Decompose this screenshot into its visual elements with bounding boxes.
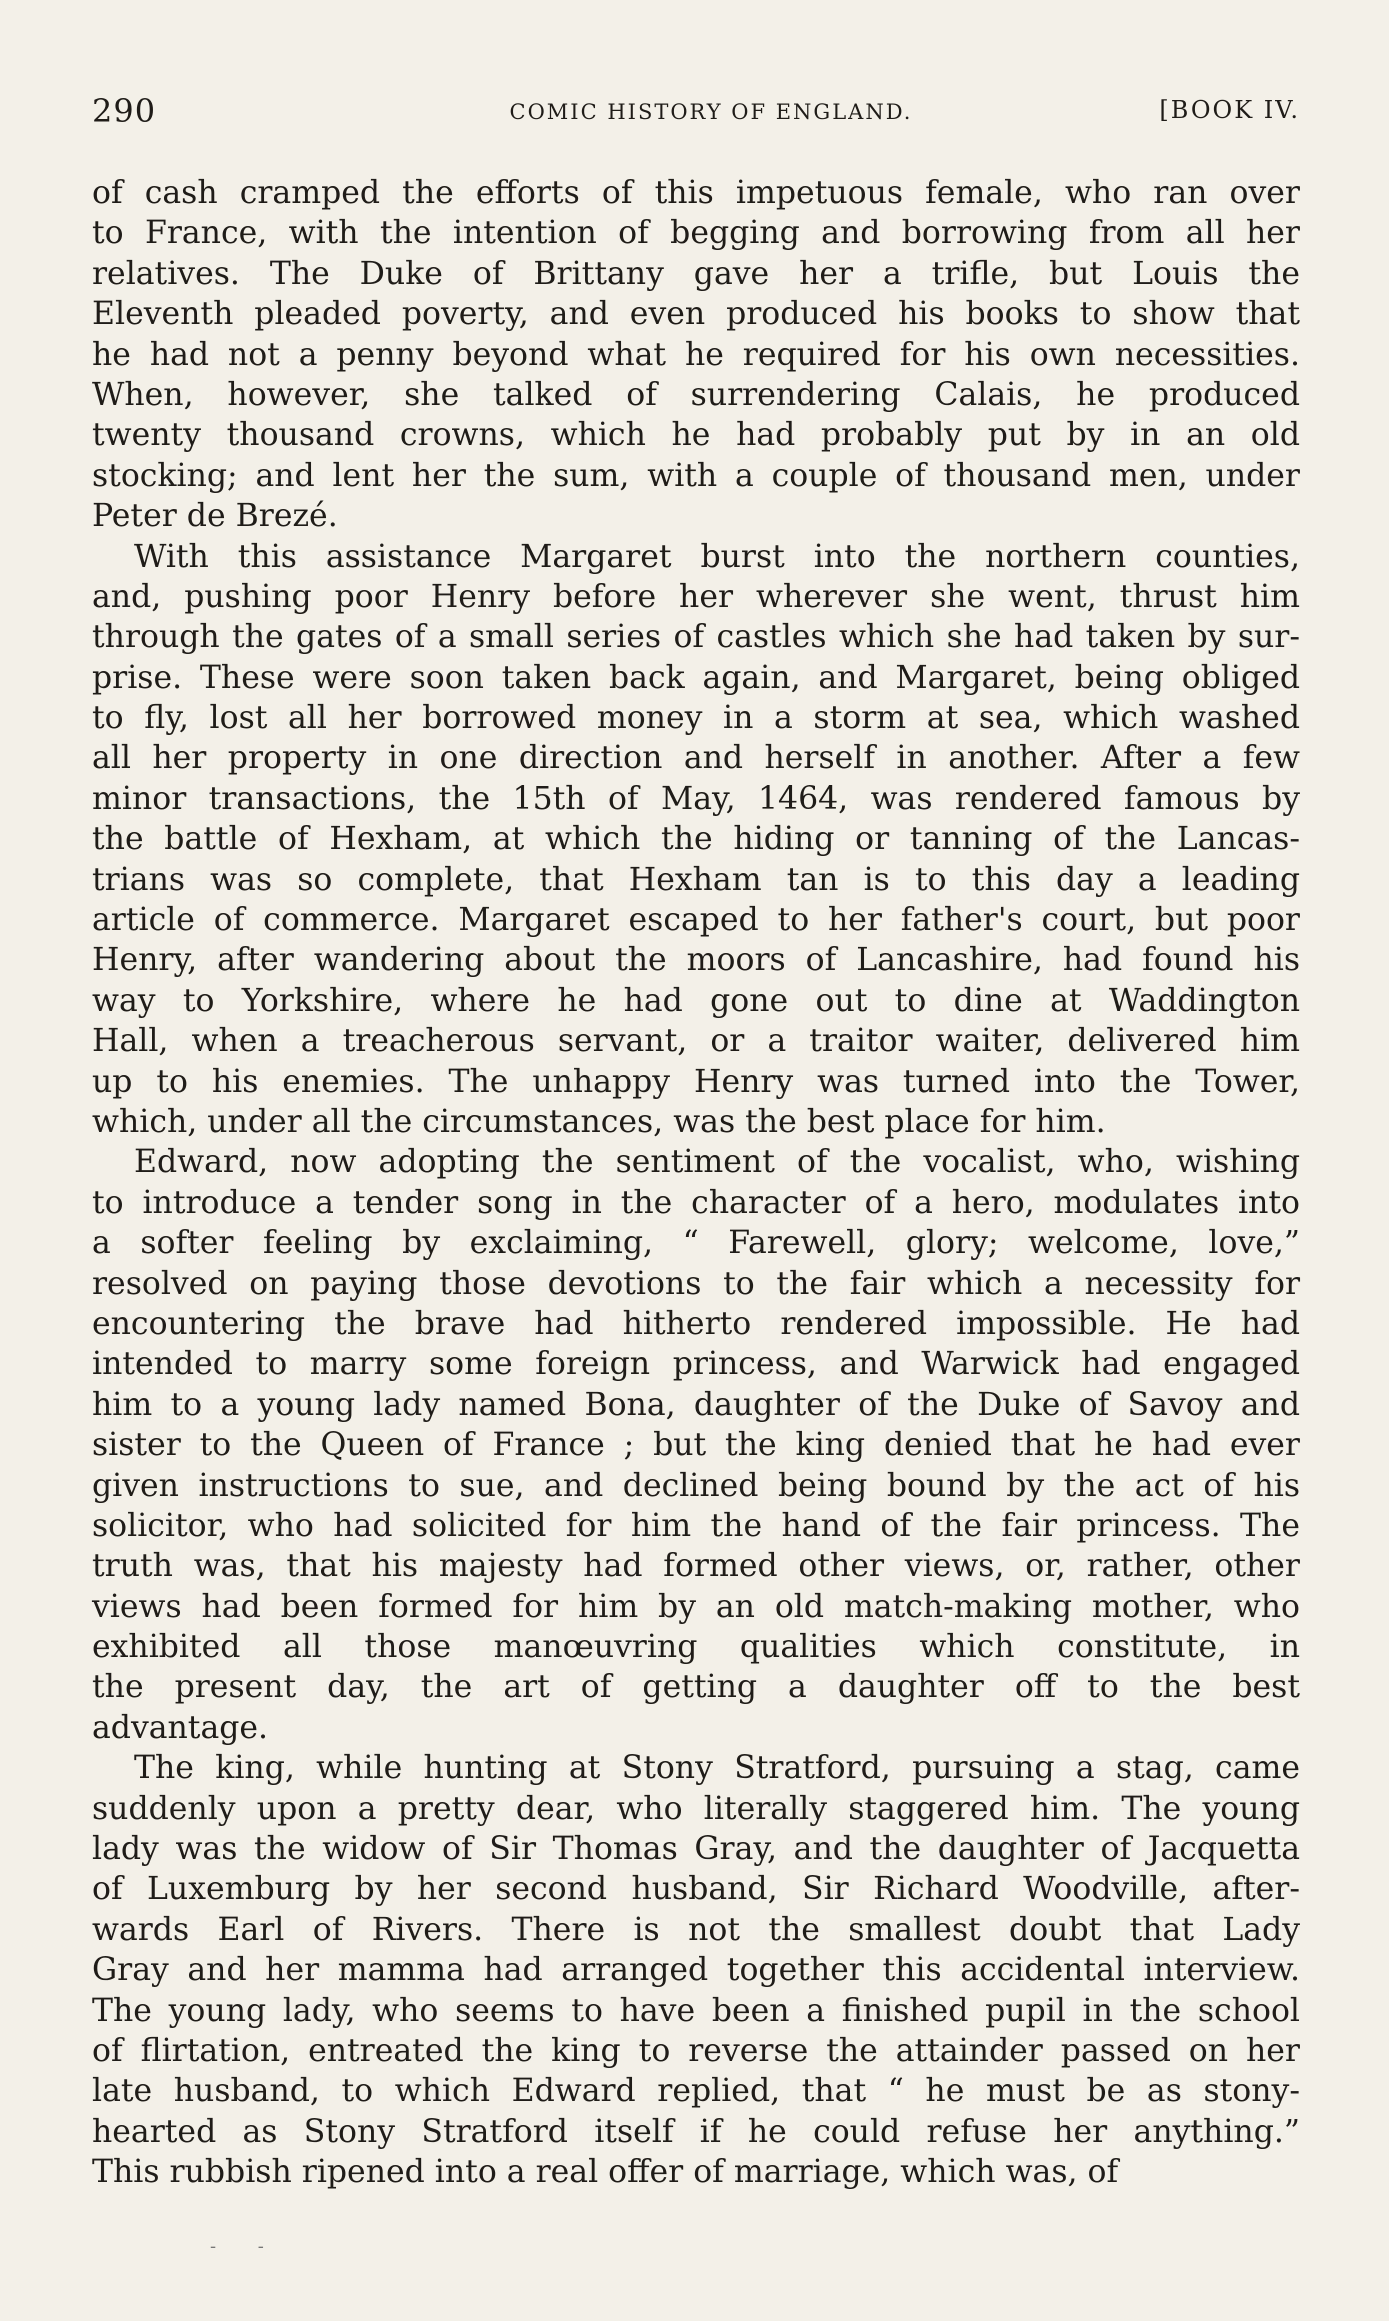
text-line: Henry, after wandering about the moors of Lancashire, had found his [92, 942, 1300, 979]
text-line: relatives. The Duke of Brittany gave her a trifle, but Louis the [92, 255, 1300, 292]
text-line: lady was the widow of Sir Thomas Gray, and the daughter of Jacquetta [92, 1831, 1300, 1868]
text-line: intended to marry some foreign princess, and Warwick had engaged [92, 1346, 1300, 1383]
text-line: solicitor, who had solicited for him the hand of the fair princess. The [92, 1507, 1300, 1544]
paragraph [92, 173, 1300, 537]
text-line: twenty thousand crowns, which he had probably put by in an old [92, 417, 1300, 454]
stray-marks: - - [210, 2236, 282, 2257]
text-line: up to his enemies. The unhappy Henry was turned into the Tower, [92, 1063, 1300, 1100]
text-line: late husband, to which Edward replied, that “ he must be as stony- [92, 2073, 1300, 2110]
text-line: the present day, the art of getting a daughter off to the best [92, 1669, 1300, 1706]
body-text [92, 173, 1300, 2193]
text-line: of flirtation, entreated the king to reverse the attainder passed on her [92, 2032, 1300, 2069]
text-line: Edward, now adopting the sentiment of the vocalist, who, wishing [134, 1144, 1300, 1181]
text-line: trians was so complete, that Hexham tan is to this day a leading [92, 861, 1300, 898]
text-line: the battle of Hexham, at which the hiding or tanning of the Lancas- [92, 821, 1300, 858]
paragraph [92, 1748, 1300, 2192]
text-line: all her property in one direction and herself in another. After a few [92, 740, 1300, 777]
book-section-marker: [BOOK IV. [1159, 96, 1300, 124]
text-line: Hall, when a treacherous servant, or a traitor waiter, delivered him [92, 1023, 1300, 1060]
text-line: him to a young lady named Bona, daughter of the Duke of Savoy and [92, 1386, 1300, 1423]
paragraph [92, 537, 1300, 1143]
text-line: When, however, she talked of surrendering Calais, he produced [92, 376, 1300, 413]
text-line: This rubbish ripened into a real offer of marriage, which was, of [92, 2154, 1119, 2191]
text-line: through the gates of a small series of castles which she had taken by sur- [92, 619, 1300, 656]
page-number: 290 [92, 92, 157, 130]
text-line: hearted as Stony Stratford itself if he could refuse her anything.” [92, 2113, 1300, 2150]
text-line: to France, with the intention of begging and borrowing from all her [92, 215, 1300, 252]
text-line: truth was, that his majesty had formed other views, or, rather, other [92, 1548, 1300, 1585]
text-line: wards Earl of Rivers. There is not the smallest doubt that Lady [92, 1911, 1300, 1948]
text-line: stocking; and lent her the sum, with a couple of thousand men, under [92, 457, 1300, 494]
text-line: given instructions to sue, and declined being bound by the act of his [92, 1467, 1300, 1504]
text-line: of cash cramped the efforts of this impetuous female, who ran over [92, 175, 1300, 211]
text-line: he had not a penny beyond what he required for his own necessities. [92, 336, 1300, 373]
text-line: views had been formed for him by an old match-making mother, who [92, 1588, 1300, 1625]
text-line: way to Yorkshire, where he had gone out to dine at Waddington [92, 982, 1300, 1019]
text-line: Eleventh pleaded poverty, and even produced his books to show that [92, 296, 1300, 333]
text-line: With this assistance Margaret burst into the northern counties, [134, 538, 1300, 575]
page-header [92, 92, 1300, 134]
text-line: The king, while hunting at Stony Stratford, pursuing a stag, came [134, 1750, 1300, 1787]
text-line: minor transactions, the 15th of May, 1464, was rendered famous by [92, 780, 1300, 817]
paragraph [92, 1142, 1300, 1748]
text-line: resolved on paying those devotions to the fair which a necessity for [92, 1265, 1300, 1302]
text-line: which, under all the circumstances, was the best place for him. [92, 1103, 1106, 1140]
text-line: suddenly upon a pretty dear, who literally staggered him. The young [92, 1790, 1300, 1827]
text-line: sister to the Queen of France ; but the king denied that he had ever [92, 1427, 1300, 1464]
text-line: to introduce a tender song in the character of a hero, modulates into [92, 1184, 1300, 1221]
text-line: advantage. [92, 1709, 269, 1746]
text-line: a softer feeling by exclaiming, “ Farewell, glory; welcome, love,” [92, 1225, 1300, 1262]
text-line: encountering the brave had hitherto rendered impossible. He had [92, 1305, 1300, 1342]
text-line: prise. These were soon taken back again, and Margaret, being obliged [92, 659, 1300, 696]
text-line: The young lady, who seems to have been a finished pupil in the school [92, 1992, 1300, 2029]
running-title: COMIC HISTORY OF ENGLAND. [509, 100, 913, 124]
text-line: and, pushing poor Henry before her wherever she went, thrust him [92, 578, 1300, 615]
text-line: to fly, lost all her borrowed money in a storm at sea, which washed [92, 700, 1300, 737]
text-line: article of commerce. Margaret escaped to her father's court, but poor [92, 902, 1300, 939]
text-line: of Luxemburg by her second husband, Sir Richard Woodville, after- [92, 1871, 1300, 1908]
text-line: Peter de Brezé. [92, 498, 338, 535]
text-line: exhibited all those manœuvring qualities which constitute, in [92, 1629, 1300, 1666]
text-line: Gray and her mamma had arranged together this accidental interview. [92, 1952, 1300, 1989]
